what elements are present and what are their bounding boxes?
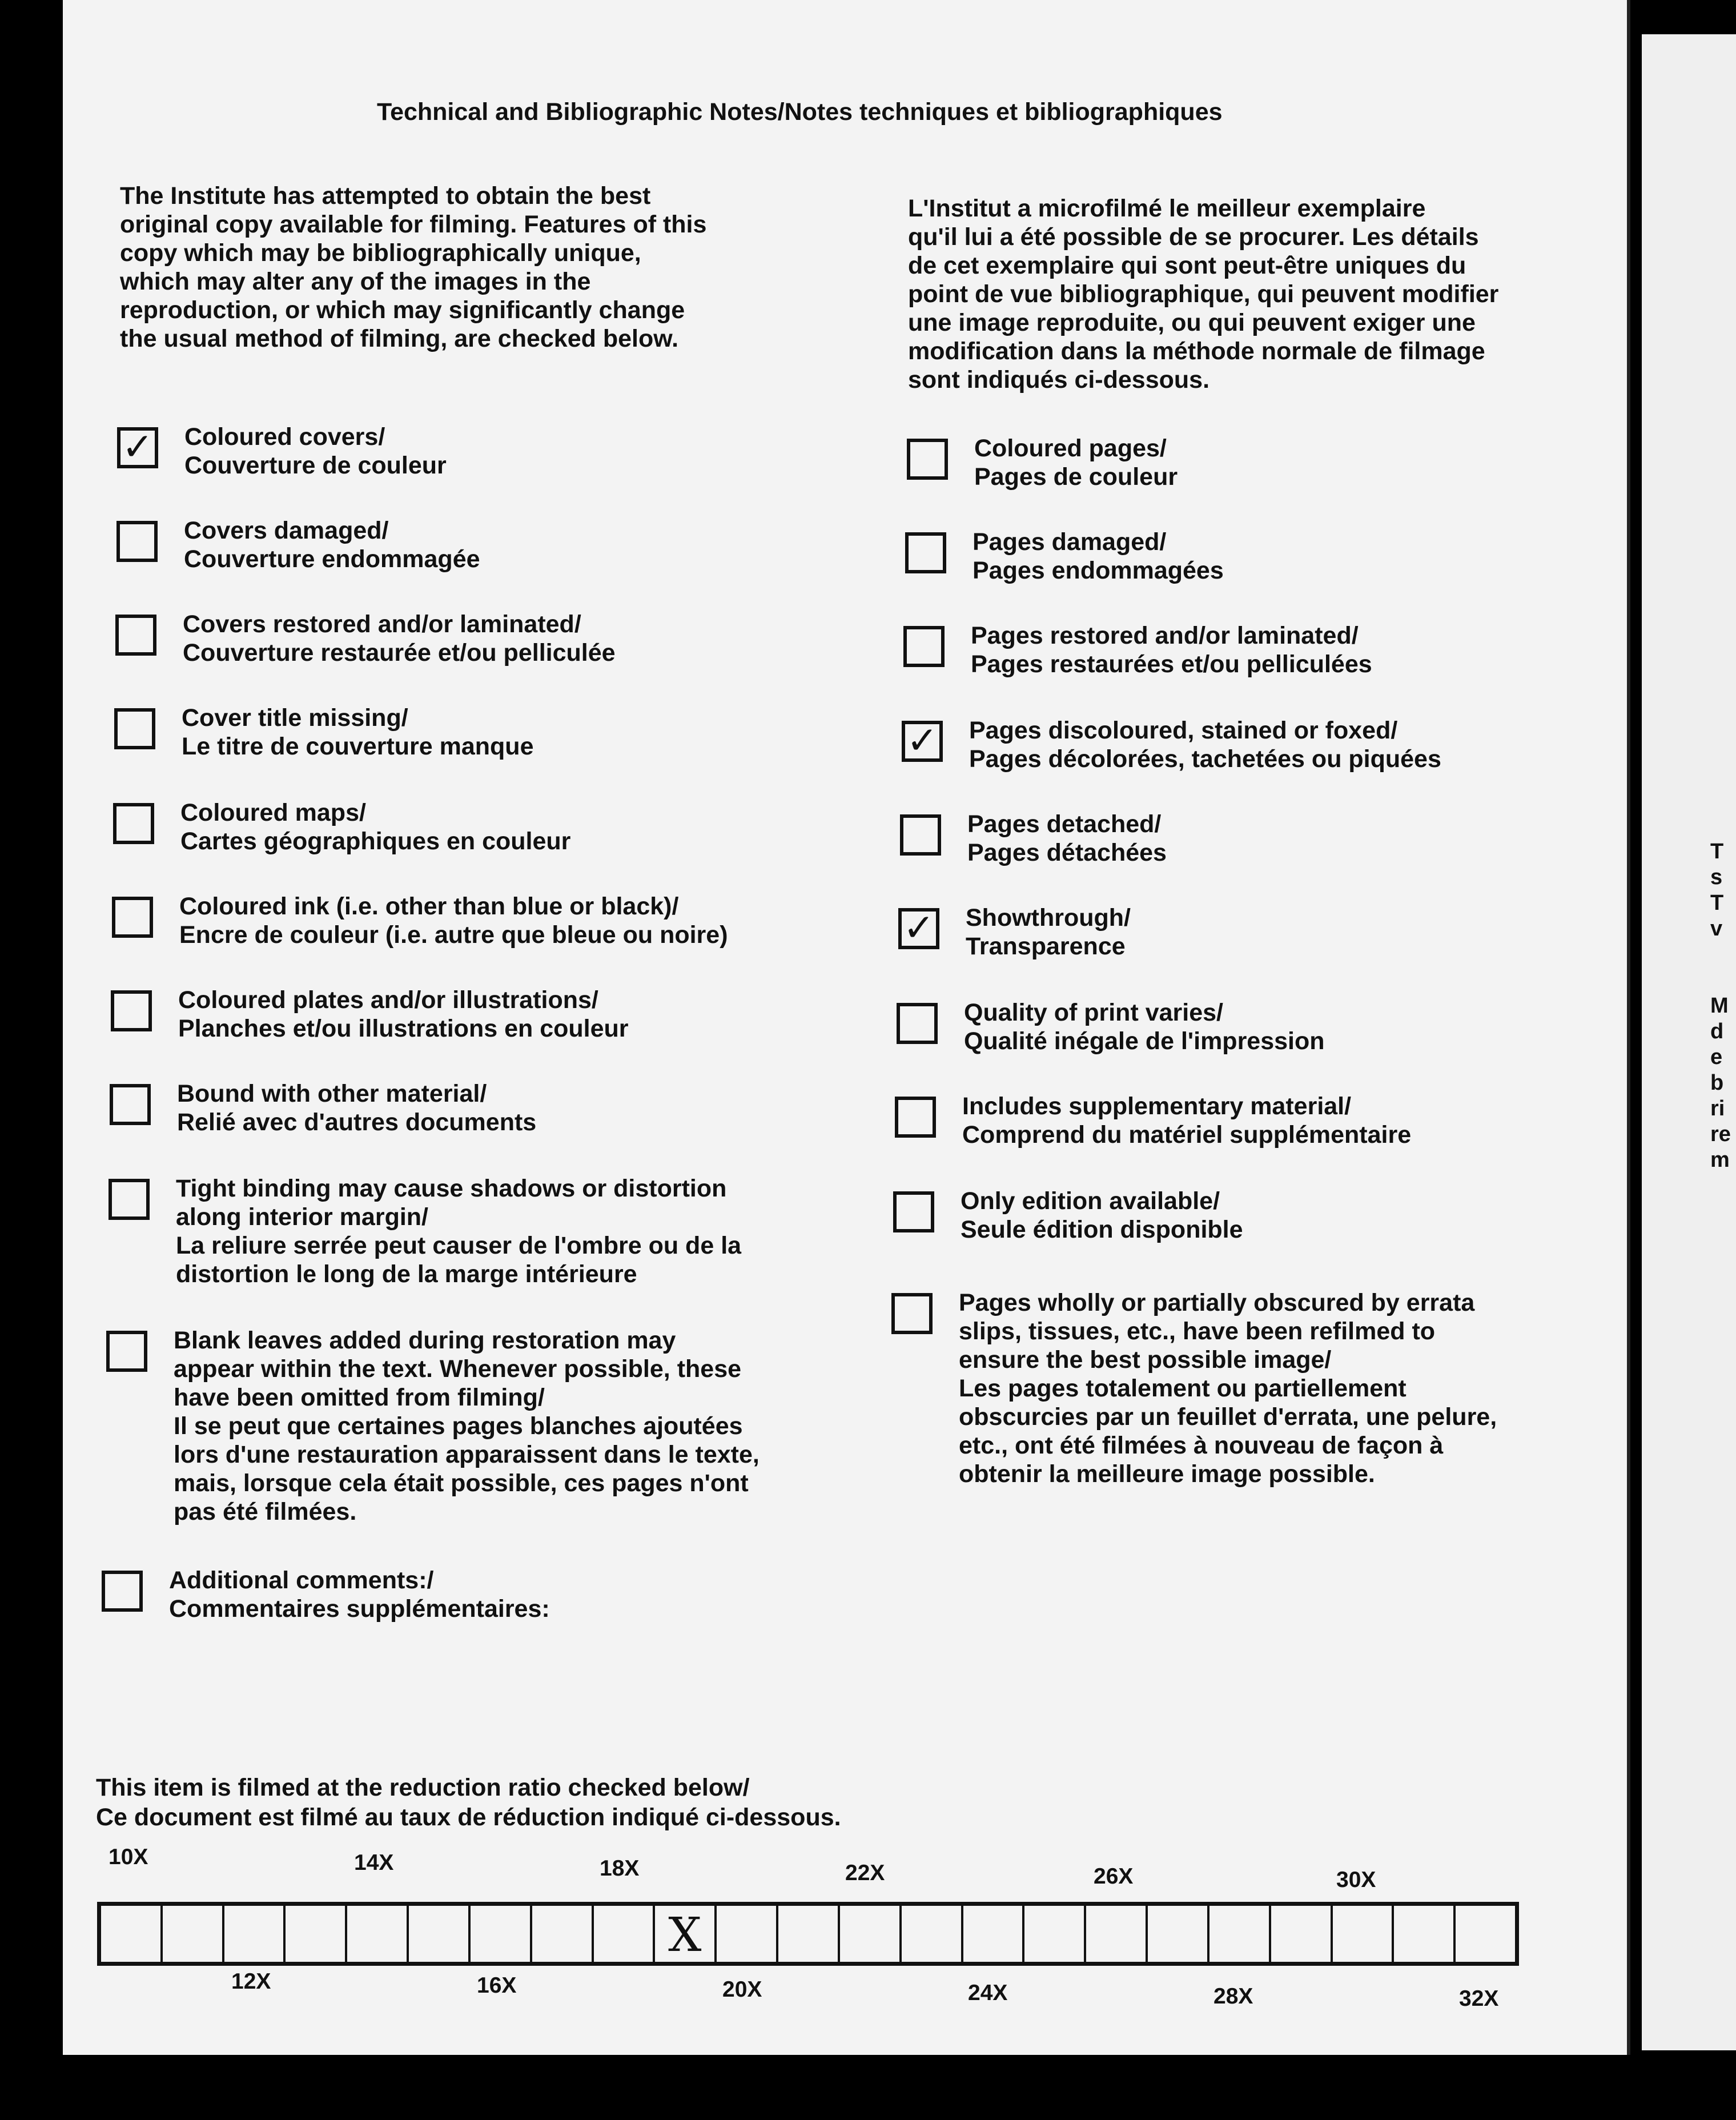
checklist-label-line: along interior margin/ xyxy=(176,1203,428,1231)
checklist-label xyxy=(964,998,1325,1055)
checklist-label-line: slips, tissues, etc., have been refilmed to xyxy=(959,1318,1436,1345)
ratio-cell[interactable] xyxy=(101,1906,163,1962)
checkbox[interactable] xyxy=(902,721,943,762)
checkbox[interactable] xyxy=(905,532,946,573)
checklist-label-line: Pages endommagées xyxy=(973,557,1224,584)
checklist-label xyxy=(966,904,1131,961)
checklist-label-line: etc., ont été filmées à nouveau de façon à xyxy=(959,1432,1444,1459)
edge-fragment: ri xyxy=(1710,1097,1725,1121)
ratio-cell[interactable] xyxy=(778,1906,840,1962)
checkbox[interactable] xyxy=(897,1003,938,1044)
ratio-cell[interactable] xyxy=(224,1906,286,1962)
ratio-cell[interactable] xyxy=(471,1906,532,1962)
reduction-ratio-strip xyxy=(97,1902,1519,1966)
intro-line: which may alter any of the images in the xyxy=(120,268,591,295)
intro-line: copy which may be bibliographically unique, xyxy=(120,239,641,267)
checklist-label-line: lors d'une restauration apparaissent dans le texte, xyxy=(174,1441,760,1468)
checklist-label xyxy=(973,528,1224,585)
checklist-label-line: Planches et/ou illustrations en couleur xyxy=(178,1015,629,1042)
ratio-cell[interactable] xyxy=(163,1906,224,1962)
ratio-cell[interactable] xyxy=(286,1906,347,1962)
checklist-label-line: Transparence xyxy=(966,933,1126,960)
checklist-label-line: Couverture endommagée xyxy=(184,545,480,573)
intro-line: original copy available for filming. Features of this xyxy=(120,211,707,238)
checkbox[interactable] xyxy=(115,615,156,656)
checkbox[interactable] xyxy=(116,521,158,562)
ratio-label-bottom: 12X xyxy=(231,1969,271,1994)
intro-line: modification dans la méthode normale de filmage xyxy=(908,338,1485,365)
intro-line: The Institute has attempted to obtain the best xyxy=(120,182,651,210)
checklist-label xyxy=(178,986,629,1043)
checklist-label-line: obtenir la meilleure image possible. xyxy=(959,1460,1375,1488)
intro-line: de cet exemplaire qui sont peut-être uniques du xyxy=(908,252,1466,279)
checklist-label-line: Blank leaves added during restoration may xyxy=(174,1327,676,1354)
ratio-cell[interactable] xyxy=(1394,1906,1456,1962)
checklist-label xyxy=(971,621,1372,678)
checklist-label-line: obscurcies par un feuillet d'errata, une pelure, xyxy=(959,1403,1497,1431)
checkbox[interactable] xyxy=(891,1293,933,1334)
checklist-label-line: Coloured ink (i.e. other than blue or black)/ xyxy=(179,893,679,920)
ratio-cell[interactable] xyxy=(1148,1906,1209,1962)
checklist-label-line: Les pages totalement ou partiellement xyxy=(959,1375,1407,1402)
intro-french xyxy=(908,194,1498,394)
edge-fragment: s xyxy=(1710,865,1723,889)
checklist-label-line: ensure the best possible image/ xyxy=(959,1346,1332,1374)
edge-fragment: T xyxy=(1710,891,1724,915)
checklist-label-line: Covers restored and/or laminated/ xyxy=(183,611,581,638)
checklist-label xyxy=(169,1566,550,1623)
checklist-label xyxy=(974,434,1178,491)
ratio-cell[interactable] xyxy=(1024,1906,1086,1962)
edge-fragment: d xyxy=(1710,1019,1724,1043)
checklist-label xyxy=(176,1174,741,1288)
checkbox[interactable] xyxy=(110,1084,151,1125)
intro-line: point de vue bibliographique, qui peuvent modifier xyxy=(908,280,1499,308)
check-mark-icon: ✓ xyxy=(906,719,938,761)
checklist-label xyxy=(180,798,570,856)
ratio-label-top: 10X xyxy=(108,1845,148,1869)
checklist-label xyxy=(961,1187,1243,1244)
checklist-label xyxy=(184,516,480,573)
checklist-label-line: Le titre de couverture manque xyxy=(182,733,534,760)
checklist-label-line: Pages détachées xyxy=(967,839,1167,866)
checklist-label-line: distortion le long de la marge intérieure xyxy=(176,1260,637,1288)
ratio-label-top: 18X xyxy=(600,1856,640,1881)
checkbox[interactable] xyxy=(903,626,945,667)
checklist-label-line: appear within the text. Whenever possible, these xyxy=(174,1355,742,1383)
checkbox[interactable] xyxy=(895,1097,936,1138)
checklist-label-line: Il se peut que certaines pages blanches ajoutées xyxy=(174,1412,743,1440)
checklist-label xyxy=(177,1079,536,1137)
page-title: Technical and Bibliographic Notes/Notes techniques et bibliographiques xyxy=(377,98,1223,126)
checkbox[interactable] xyxy=(114,708,155,749)
checklist-label-line: Cover title missing/ xyxy=(182,704,408,732)
checklist-label-line: Couverture restaurée et/ou pelliculée xyxy=(183,639,616,666)
checklist-label-line: Coloured plates and/or illustrations/ xyxy=(178,986,598,1014)
checklist-label-line: Pages restaurées et/ou pelliculées xyxy=(971,651,1372,678)
intro-line: sont indiqués ci-dessous. xyxy=(908,366,1210,394)
ratio-label-top: 14X xyxy=(354,1850,394,1875)
checklist-label-line: Only edition available/ xyxy=(961,1187,1220,1215)
ratio-cell[interactable] xyxy=(717,1906,778,1962)
checkbox[interactable] xyxy=(102,1571,143,1612)
edge-fragment: e xyxy=(1710,1045,1723,1069)
ratio-cell[interactable] xyxy=(655,1906,717,1962)
checklist-label-line: Pages décolorées, tachetées ou piquées xyxy=(969,745,1441,773)
intro-line: qu'il lui a été possible de se procurer. Les détails xyxy=(908,223,1479,251)
edge-fragment: b xyxy=(1710,1071,1724,1095)
checklist-label-line: Additional comments:/ xyxy=(169,1567,434,1594)
edge-fragment: M xyxy=(1710,994,1729,1018)
ratio-label-bottom: 16X xyxy=(477,1973,517,1998)
ratio-label-bottom: 28X xyxy=(1213,1984,1253,2009)
checkbox[interactable] xyxy=(113,803,154,844)
ratio-label-top: 22X xyxy=(845,1861,885,1885)
ratio-cell[interactable] xyxy=(963,1906,1025,1962)
intro-line: une image reproduite, ou qui peuvent exiger une xyxy=(908,309,1476,336)
edge-fragment: T xyxy=(1710,840,1724,864)
checklist-label xyxy=(969,716,1441,773)
edge-fragment: re xyxy=(1710,1122,1731,1146)
checklist-label-line: have been omitted from filming/ xyxy=(174,1384,545,1411)
intro-line: reproduction, or which may significantly change xyxy=(120,296,685,324)
checkbox[interactable] xyxy=(111,990,152,1031)
checklist-label-line: Encre de couleur (i.e. autre que bleue ou noire) xyxy=(179,921,728,949)
ratio-label-bottom: 24X xyxy=(968,1981,1008,2005)
checklist-label xyxy=(182,704,534,761)
checklist-label xyxy=(962,1092,1411,1149)
edge-fragment: v xyxy=(1710,917,1723,941)
checklist-label-line: Coloured covers/ xyxy=(184,423,385,451)
intro-line: the usual method of filming, are checked below. xyxy=(120,325,679,352)
ratio-label-top: 26X xyxy=(1094,1864,1134,1889)
ratio-cell[interactable] xyxy=(532,1906,594,1962)
ratio-cell[interactable] xyxy=(594,1906,656,1962)
ratio-cell[interactable] xyxy=(840,1906,902,1962)
checklist-label-line: Pages damaged/ xyxy=(973,528,1167,556)
checklist-label-line: Bound with other material/ xyxy=(177,1080,487,1107)
ratio-label-bottom: 32X xyxy=(1459,1986,1499,2011)
checklist-label-line: Comprend du matériel supplémentaire xyxy=(962,1121,1412,1149)
ratio-cell[interactable] xyxy=(1271,1906,1333,1962)
checklist-label-line: pas été filmées. xyxy=(174,1498,357,1525)
checklist-label xyxy=(959,1288,1497,1488)
checklist-label-line: Relié avec d'autres documents xyxy=(177,1109,537,1136)
checklist-label-line: Pages discoloured, stained or foxed/ xyxy=(969,717,1398,744)
checkbox[interactable] xyxy=(106,1331,147,1372)
checklist-label-line: Tight binding may cause shadows or distortion xyxy=(176,1175,727,1202)
checklist-label-line: Pages restored and/or laminated/ xyxy=(971,622,1359,649)
checkbox[interactable] xyxy=(907,439,948,480)
checklist-label-line: Cartes géographiques en couleur xyxy=(180,828,571,855)
ratio-label-top: 30X xyxy=(1336,1868,1376,1892)
check-mark-icon: ✓ xyxy=(122,425,154,468)
checklist-label-line: Covers damaged/ xyxy=(184,517,389,544)
ratio-cell[interactable] xyxy=(409,1906,471,1962)
checklist-label-line: mais, lorsque cela était possible, ces pages n'ont xyxy=(174,1469,749,1497)
ratio-caption-line: This item is filmed at the reduction ratio checked below/ xyxy=(96,1774,750,1801)
ratio-cell[interactable] xyxy=(1456,1906,1515,1962)
ratio-cell[interactable] xyxy=(1333,1906,1395,1962)
reduction-ratio-caption xyxy=(96,1773,841,1832)
checklist-label xyxy=(174,1326,760,1526)
check-mark-icon: ✓ xyxy=(903,906,935,949)
ratio-caption-line: Ce document est filmé au taux de réduction indiqué ci-dessous. xyxy=(96,1804,841,1831)
checkbox[interactable] xyxy=(900,814,941,856)
intro-line: L'Institut a microfilmé le meilleur exemplaire xyxy=(908,195,1426,222)
checklist-label-line: Pages wholly or partially obscured by errata xyxy=(959,1289,1475,1316)
checkbox[interactable] xyxy=(898,908,939,949)
checklist-label-line: Seule édition disponible xyxy=(961,1216,1243,1243)
edge-fragment: m xyxy=(1710,1148,1730,1172)
ratio-cell[interactable] xyxy=(347,1906,409,1962)
checklist-label-line: Qualité inégale de l'impression xyxy=(964,1027,1325,1055)
checklist-label-line: Coloured maps/ xyxy=(180,799,366,826)
checklist-label-line: Pages de couleur xyxy=(974,463,1178,491)
checkbox[interactable] xyxy=(112,897,153,938)
ratio-cell[interactable] xyxy=(1086,1906,1148,1962)
checklist-label-line: Quality of print varies/ xyxy=(964,999,1223,1026)
checkbox[interactable] xyxy=(117,427,158,468)
checklist-label-line: La reliure serrée peut causer de l'ombre ou de la xyxy=(176,1232,742,1259)
checklist-label xyxy=(967,810,1167,867)
checklist-label-line: Coloured pages/ xyxy=(974,435,1167,462)
intro-english xyxy=(120,182,706,353)
checkbox[interactable] xyxy=(893,1191,934,1232)
checklist-label xyxy=(179,892,728,949)
checkbox[interactable] xyxy=(108,1179,150,1220)
checklist-label-line: Includes supplementary material/ xyxy=(962,1093,1352,1120)
checklist-label-line: Showthrough/ xyxy=(966,904,1131,931)
checklist-label-line: Couverture de couleur xyxy=(184,452,447,479)
ratio-cell[interactable] xyxy=(1209,1906,1271,1962)
checklist-label xyxy=(184,423,447,480)
checklist-label xyxy=(183,610,616,667)
checklist-label-line: Pages detached/ xyxy=(967,810,1162,838)
ratio-cell[interactable] xyxy=(902,1906,963,1962)
checklist-label-line: Commentaires supplémentaires: xyxy=(169,1595,550,1623)
ratio-mark: X xyxy=(668,1908,702,1962)
ratio-label-bottom: 20X xyxy=(722,1977,762,2002)
